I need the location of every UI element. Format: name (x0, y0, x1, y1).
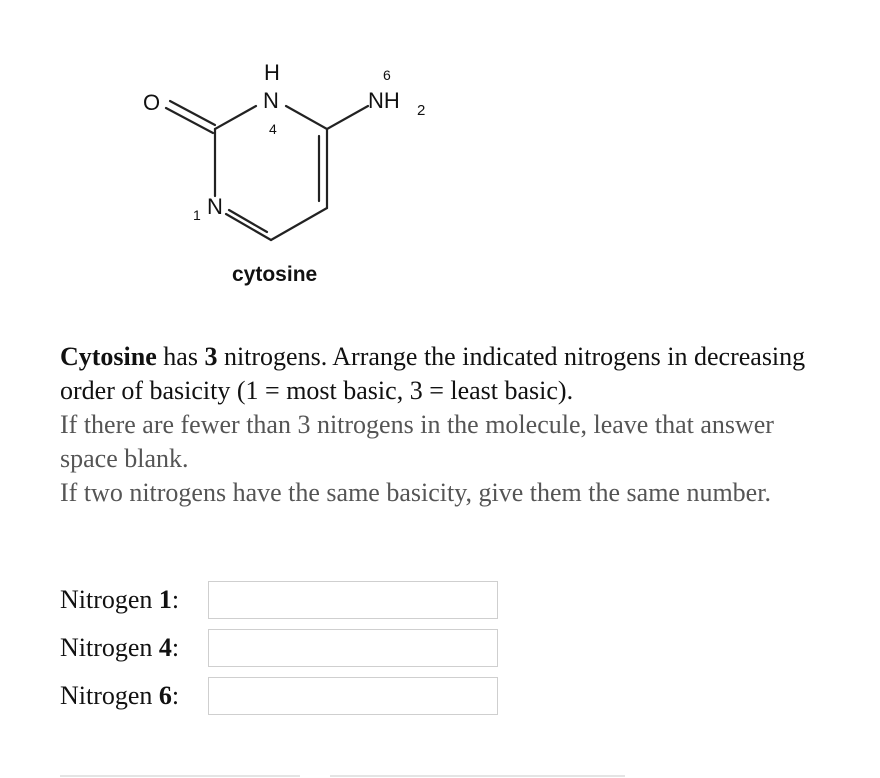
answer-label-prefix: Nitrogen (60, 585, 159, 614)
bond-ring-bottom-left (226, 214, 271, 240)
cytosine-structure (0, 0, 500, 300)
answer-label-prefix: Nitrogen (60, 633, 159, 662)
answer-label-suffix: : (171, 681, 180, 710)
bottom-divider-right (330, 775, 625, 777)
answer-label-suffix: : (171, 585, 180, 614)
answer-label-number: 6 (158, 681, 172, 710)
answer-form (60, 580, 498, 724)
answer-row-nitrogen-6 (60, 676, 498, 716)
question-line-2: If there are fewer than 3 nitrogens in the molecule, leave that answer space blank. (60, 410, 774, 473)
bond-ring-bottom (271, 208, 327, 240)
n6-number: 6 (383, 67, 391, 83)
nitrogen-4-input[interactable] (208, 629, 498, 667)
n4-number: 4 (269, 121, 277, 137)
answer-label (60, 633, 208, 663)
question-bold-count: 3 (204, 342, 218, 371)
amine-subscript: 2 (417, 102, 426, 119)
answer-label-number: 4 (158, 633, 172, 662)
question-bold-cytosine: Cytosine (60, 342, 157, 371)
answer-row-nitrogen-1 (60, 580, 498, 620)
bond-n4-c (286, 106, 327, 129)
n4-atom: N (263, 88, 279, 113)
nitrogen-6-input[interactable] (208, 677, 498, 715)
answer-label-number: 1 (158, 585, 172, 614)
nitrogen-1-input[interactable] (208, 581, 498, 619)
answer-label-suffix: : (171, 633, 180, 662)
amine-atom: NH (368, 88, 400, 113)
n4-hydrogen: H (264, 60, 280, 85)
n1-number: 1 (193, 207, 201, 223)
answer-label-prefix: Nitrogen (60, 681, 159, 710)
bond-ring-bottom-left-inner (229, 210, 267, 232)
bond-c-n4 (215, 106, 256, 129)
question-rest: nitrogens. Arrange the indicated nitrogens in decreasing order of basicity (1 = most basic, 3 = least basic). (60, 342, 806, 405)
answer-label (60, 681, 208, 711)
question-line-3: If two nitrogens have the same basicity, give them the same number. (60, 478, 771, 507)
question-line-1 (60, 340, 820, 408)
n1-atom: N (207, 194, 223, 219)
question-text (60, 340, 820, 510)
answer-row-nitrogen-4 (60, 628, 498, 668)
bond-c-nh2 (327, 106, 368, 129)
oxygen-atom: O (143, 90, 161, 115)
answer-label (60, 585, 208, 615)
question-mid: has (156, 342, 205, 371)
bottom-divider-left (60, 775, 300, 777)
structure-caption: cytosine (232, 263, 318, 286)
